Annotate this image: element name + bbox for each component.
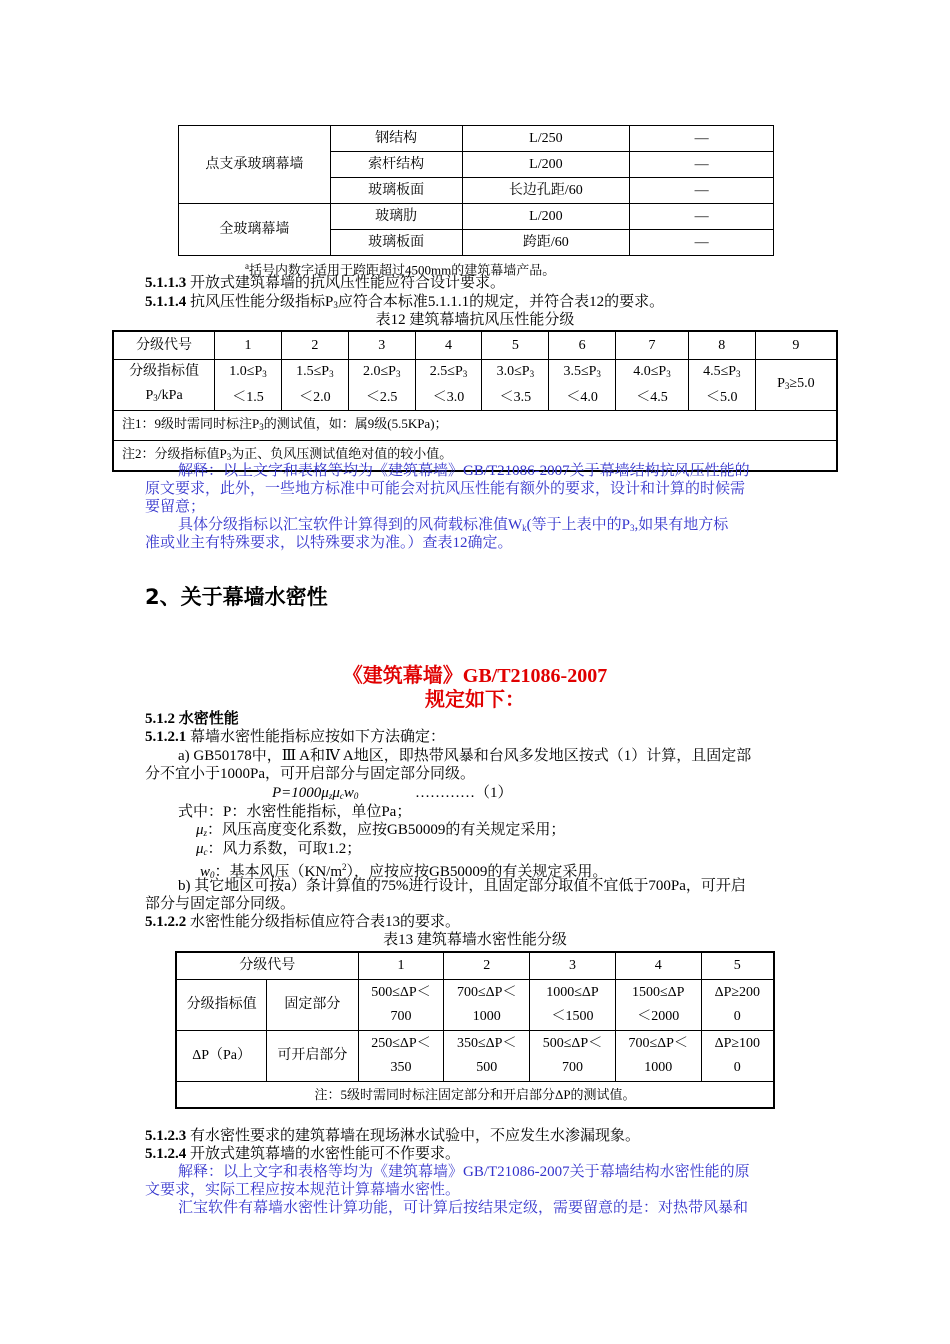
unit-label-cell: ΔP（Pa） <box>176 1030 267 1081</box>
variable-definition: $\mu_c$：风力系数，可取1.2； <box>196 841 362 857</box>
table-group-cell: 点支承玻璃幕墙 <box>179 126 331 204</box>
table-header-cell: 分级代号 <box>113 331 215 359</box>
table-cell: 钢结构 <box>330 126 462 152</box>
section-heading: 2、关于幕墙水密性 <box>145 585 328 609</box>
red-title: 《建筑幕墙》GB/T21086-2007 <box>342 665 608 687</box>
range-cell: 1000≤ΔP ＜1500 <box>530 979 616 1030</box>
explanation-text: 汇宝软件有幕墙水密性计算功能，可计算后按结果定级，需要留意的是：对热带风暴和 <box>178 1200 749 1216</box>
formula: $P=1000\mu_z\mu_cw_0$ <box>272 785 359 801</box>
paragraph-text: 式中：P：水密性能指标，单位Pa； <box>178 804 412 820</box>
clause-5-1-2-2: 5.1.2.2 水密性能分级指标值应符合表13的要求。 <box>145 914 461 930</box>
fixed-part-label: 固定部分 <box>267 979 358 1030</box>
index-label-cell: 分级指标值 $P_3$/kPa <box>113 359 215 410</box>
explanation-text: 文要求，实际工程应按本规范计算幕墙水密性。 <box>145 1182 461 1198</box>
table-cell: 玻璃肋 <box>330 204 462 230</box>
table-cell: 玻璃板面 <box>330 178 462 204</box>
range-cell: $P_3\ge 5.0$ <box>755 359 837 410</box>
table-note: 注1：9级时需同时标注$P_3$的测试值，如：属9级(5.5KPa)； <box>113 410 837 440</box>
range-cell: $1.5\le P_3$ ＜2.0 <box>281 359 348 410</box>
variable-definition: $\mu_z$：风压高度变化系数，应按GB50009的有关规定采用； <box>196 822 566 838</box>
range-cell: $3.5\le P_3$ ＜4.0 <box>549 359 616 410</box>
grade-cell: 8 <box>688 331 755 359</box>
range-cell: ΔP≥100 0 <box>701 1030 774 1081</box>
range-cell: $4.5\le P_3$ ＜5.0 <box>688 359 755 410</box>
grade-cell: 2 <box>281 331 348 359</box>
index-label-cell: 分级指标值 <box>176 979 267 1030</box>
table-cell: — <box>630 178 774 204</box>
grade-cell: 7 <box>616 331 689 359</box>
table-cell: 长边孔距/60 <box>462 178 630 204</box>
grade-cell: 5 <box>482 331 549 359</box>
explanation-text: 要留意； <box>145 499 206 515</box>
grade-cell: 2 <box>444 952 530 979</box>
red-title: 规定如下： <box>425 689 525 711</box>
range-cell: 500≤ΔP＜ 700 <box>358 979 444 1030</box>
table-note: 注：5级时需同时标注固定部分和开启部分ΔP的测试值。 <box>176 1081 774 1108</box>
range-cell: 700≤ΔP＜ 1000 <box>444 979 530 1030</box>
table12-caption: 表12 建筑幕墙抗风压性能分级 <box>375 312 575 328</box>
table-cell: — <box>630 230 774 256</box>
explanation-text: 准或业主有特殊要求，以特殊要求为准。）查表12确定。 <box>145 535 513 551</box>
grade-cell: 3 <box>530 952 616 979</box>
table-header-cell: 分级代号 <box>176 952 358 979</box>
table-cell: — <box>630 204 774 230</box>
explanation-text: 解释：以上文字和表格等均为《建筑幕墙》GB/T21086-2007关于幕墙结构抗风压性能的 <box>178 463 750 479</box>
deflection-limit-table <box>178 125 774 256</box>
clause-5-1-1-3: 5.1.1.3 开放式建筑幕墙的抗风压性能应符合设计要求。 <box>145 275 506 291</box>
grade-cell: 5 <box>701 952 774 979</box>
table-cell: 索杆结构 <box>330 152 462 178</box>
grade-cell: 4 <box>615 952 701 979</box>
table-cell: 跨距/60 <box>462 230 630 256</box>
table-group-cell: 全玻璃幕墙 <box>179 204 331 256</box>
explanation-text: 原文要求，此外，一些地方标准中可能会对抗风压性能有额外的要求，设计和计算的时候需 <box>145 481 746 497</box>
water-tightness-grade-table <box>175 951 775 1109</box>
grade-cell: 3 <box>348 331 415 359</box>
range-cell: $2.0\le P_3$ ＜2.5 <box>348 359 415 410</box>
range-cell: 1500≤ΔP ＜2000 <box>615 979 701 1030</box>
grade-cell: 1 <box>215 331 282 359</box>
range-cell: $2.5\le P_3$ ＜3.0 <box>415 359 482 410</box>
variable-definition: $w_0$：基本风压$(KN/m^2)$，应按应按GB50009的有关规定采用。 <box>200 862 608 880</box>
clause-5-1-1-4: 5.1.1.4 抗风压性能分级指标$P_3$应符合本标准5.1.1.1的规定，并符合表12的要求。 <box>145 294 665 310</box>
grade-cell: 6 <box>549 331 616 359</box>
range-cell: 700≤ΔP＜ 1000 <box>615 1030 701 1081</box>
table-cell: — <box>630 152 774 178</box>
range-cell: $4.0\le P_3$ ＜4.5 <box>616 359 689 410</box>
wind-pressure-grade-table <box>112 330 838 472</box>
clause-5-1-2-1: 5.1.2.1 幕墙水密性能指标应按如下方法确定： <box>145 729 446 745</box>
range-cell: ΔP≥200 0 <box>701 979 774 1030</box>
table-cell: L/250 <box>462 126 630 152</box>
grade-cell: 1 <box>358 952 444 979</box>
clause-5-1-2-3: 5.1.2.3 有水密性要求的建筑幕墙在现场淋水试验中，不应发生水渗漏现象。 <box>145 1128 641 1144</box>
range-cell: $3.0\le P_3$ ＜3.5 <box>482 359 549 410</box>
range-cell: 250≤ΔP＜ 350 <box>358 1030 444 1081</box>
grade-cell: 4 <box>415 331 482 359</box>
paragraph-text: 分不宜小于1000Pa，可开启部分与固定部分同级。 <box>145 766 476 782</box>
table13-caption: 表13 建筑幕墙水密性能分级 <box>383 932 567 948</box>
table-footnote: $^a$括号内数字适用于跨距超过4500mm的建筑幕墙产品。 <box>245 261 556 278</box>
explanation-text: 具体分级指标以汇宝软件计算得到的风荷载标准值$W_k$(等于上表中的$P_3$,如果有地方标 <box>178 517 729 533</box>
formula-number: …………（1） <box>415 785 513 801</box>
table-cell: — <box>630 126 774 152</box>
table-note: 注2：分级指标值$P_3$为正、负风压测试值绝对值的较小值。 <box>113 440 837 471</box>
clause-5-1-2-4: 5.1.2.4 开放式建筑幕墙的水密性能可不作要求。 <box>145 1146 461 1162</box>
open-part-label: 可开启部分 <box>267 1030 358 1081</box>
subsection-heading: 5.1.2 水密性能 <box>145 711 239 727</box>
table-cell: L/200 <box>462 204 630 230</box>
table-cell: 玻璃板面 <box>330 230 462 256</box>
paragraph-text: 部分与固定部分同级。 <box>145 896 296 912</box>
range-cell: 350≤ΔP＜ 500 <box>444 1030 530 1081</box>
range-cell: $1.0\le P_3$ ＜1.5 <box>215 359 282 410</box>
paragraph-text: a) GB50178中，Ⅲ A和Ⅳ A地区，即热带风暴和台风多发地区按式（1）计算，且固定部 <box>178 748 752 764</box>
paragraph-text: b) 其它地区可按a）条计算值的75%进行设计，且固定部分取值不宜低于700Pa，可开启 <box>178 878 746 894</box>
table-cell: L/200 <box>462 152 630 178</box>
range-cell: 500≤ΔP＜ 700 <box>530 1030 616 1081</box>
grade-cell: 9 <box>755 331 837 359</box>
explanation-text: 解释：以上文字和表格等均为《建筑幕墙》GB/T21086-2007关于幕墙结构水密性能的原 <box>178 1164 750 1180</box>
